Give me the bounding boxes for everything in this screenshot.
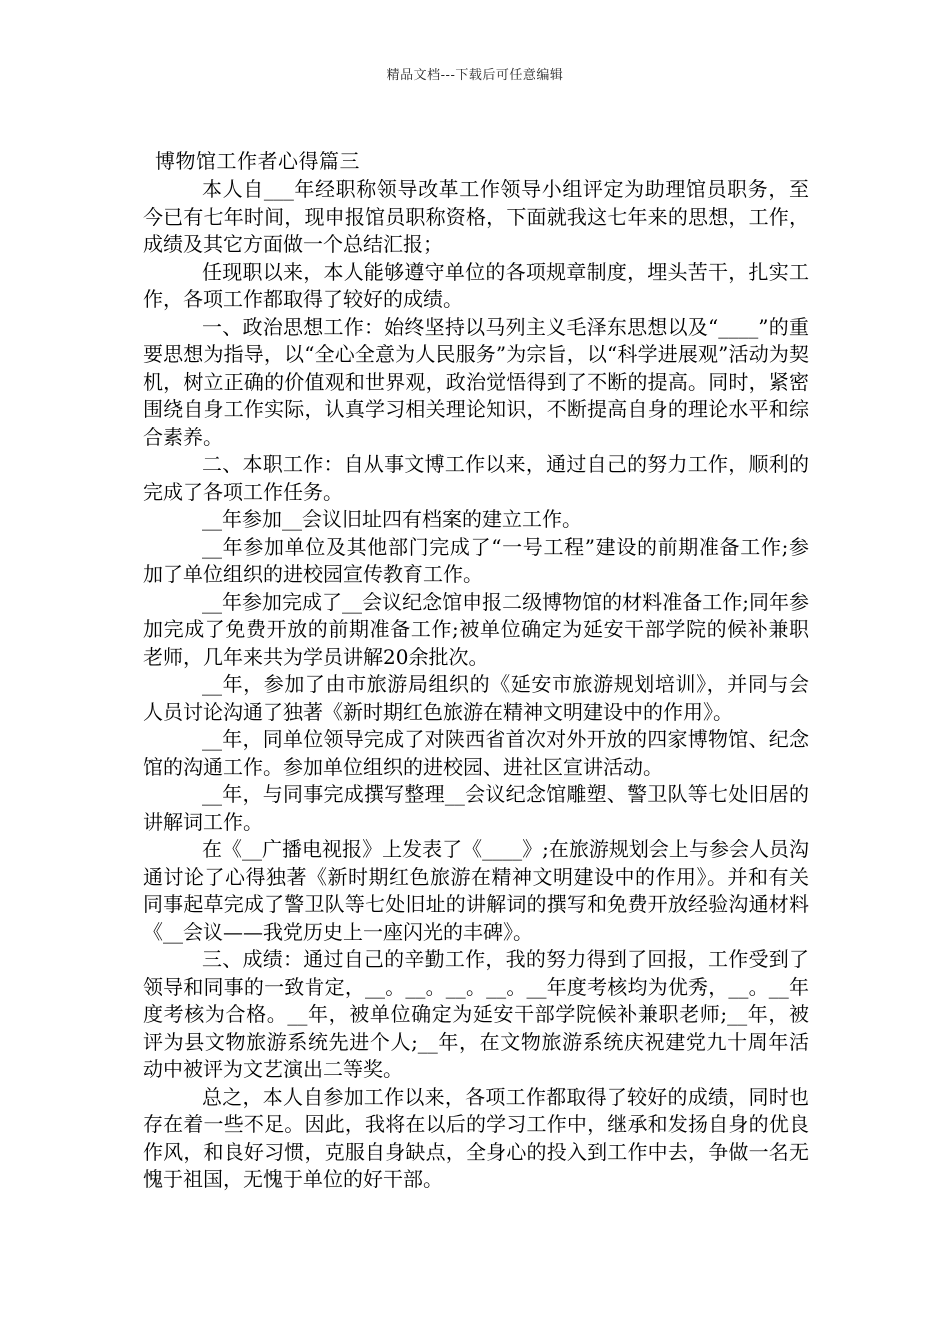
page-header: 精品文档---下载后可任意编辑 (386, 68, 564, 83)
paragraph-political-work: 一、政治思想工作：始终坚持以马列主义毛泽东思想以及“____”的重要思想为指导，以“全心全意为人民服务”为宗旨，以“科学进展观”活动为契机，树立正确的价值观和世界观，政治觉悟得到了不断的提高。同时，紧密围绕自身工作实际，认真学习相关理论知识，不断提高自身的理论水平和综合素养。 (143, 314, 809, 449)
paragraph-publications: 在《__广播电视报》上发表了《____》;在旅游规划会上与参会人员沟通讨论了心得独著《新时期红色旅游在精神文明建设中的作用》。并和有关同事起草完成了警卫队等七处旧址的讲解词的撰写和免费开放经验沟通材料《__会议——我党历史上一座闪光的丰碑》。 (143, 837, 809, 944)
paragraph-overview: 任现职以来，本人能够遵守单位的各项规章制度，埋头苦干，扎实工作，各项工作都取得了较好的成绩。 (143, 259, 809, 311)
paragraph-museum-opening: __年，同单位领导完成了对陕西省首次对外开放的四家博物馆、纪念馆的沟通工作。参加单位组织的进校园、进社区宣讲活动。 (143, 727, 809, 779)
paragraph-project-one: __年参加单位及其他部门完成了“一号工程”建设的前期准备工作;参加了单位组织的进校园宣传教育工作。 (143, 534, 809, 586)
paragraph-intro: 本人自___年经职称领导改革工作领导小组评定为助理馆员职务，至今已有七年时间，现申报馆员职称资格，下面就我这七年来的思想，工作，成绩及其它方面做一个总结汇报； (143, 177, 809, 256)
paragraph-archives: __年参加__会议旧址四有档案的建立工作。 (202, 507, 582, 531)
document-body (143, 146, 809, 1194)
paragraph-tourism-training: __年，参加了由市旅游局组织的《延安市旅游规划培训》，并同与会人员讨论沟通了独著《新时期红色旅游在精神文明建设中的作用》。 (143, 672, 809, 724)
paragraph-achievements: 三、成绩：通过自己的辛勤工作，我的努力得到了回报，工作受到了领导和同事的一致肯定，__。__。__。__。__年度考核均为优秀，__。__年度考核为合格。__年，被单位确定为延安干部学院候补兼职老师;__年，被评为县文物旅游系统先进个人;__年，在文物旅游系统庆祝建党九十周年活动中被评为文艺演出二等奖。 (143, 947, 809, 1081)
paragraph-commentary: __年，与同事完成撰写整理__会议纪念馆雕塑、警卫队等七处旧居的讲解词工作。 (143, 782, 809, 834)
paragraph-museum-application: __年参加完成了__会议纪念馆申报二级博物馆的材料准备工作;同年参加完成了免费开放的前期准备工作;被单位确定为延安干部学院的候补兼职老师，几年来共为学员讲解20余批次。 (143, 589, 809, 669)
document-title: 博物馆工作者心得篇三 (155, 149, 360, 173)
paragraph-conclusion: 总之，本人自参加工作以来，各项工作都取得了较好的成绩，同时也存在着一些不足。因此，我将在以后的学习工作中，继承和发扬自身的优良作风，和良好习惯，克服自身缺点，全身心的投入到工作中去，争做一名无愧于祖国，无愧于单位的好干部。 (143, 1084, 809, 1191)
paragraph-job-duties: 二、本职工作：自从事文博工作以来，通过自己的努力工作，顺利的完成了各项工作任务。 (143, 452, 809, 504)
